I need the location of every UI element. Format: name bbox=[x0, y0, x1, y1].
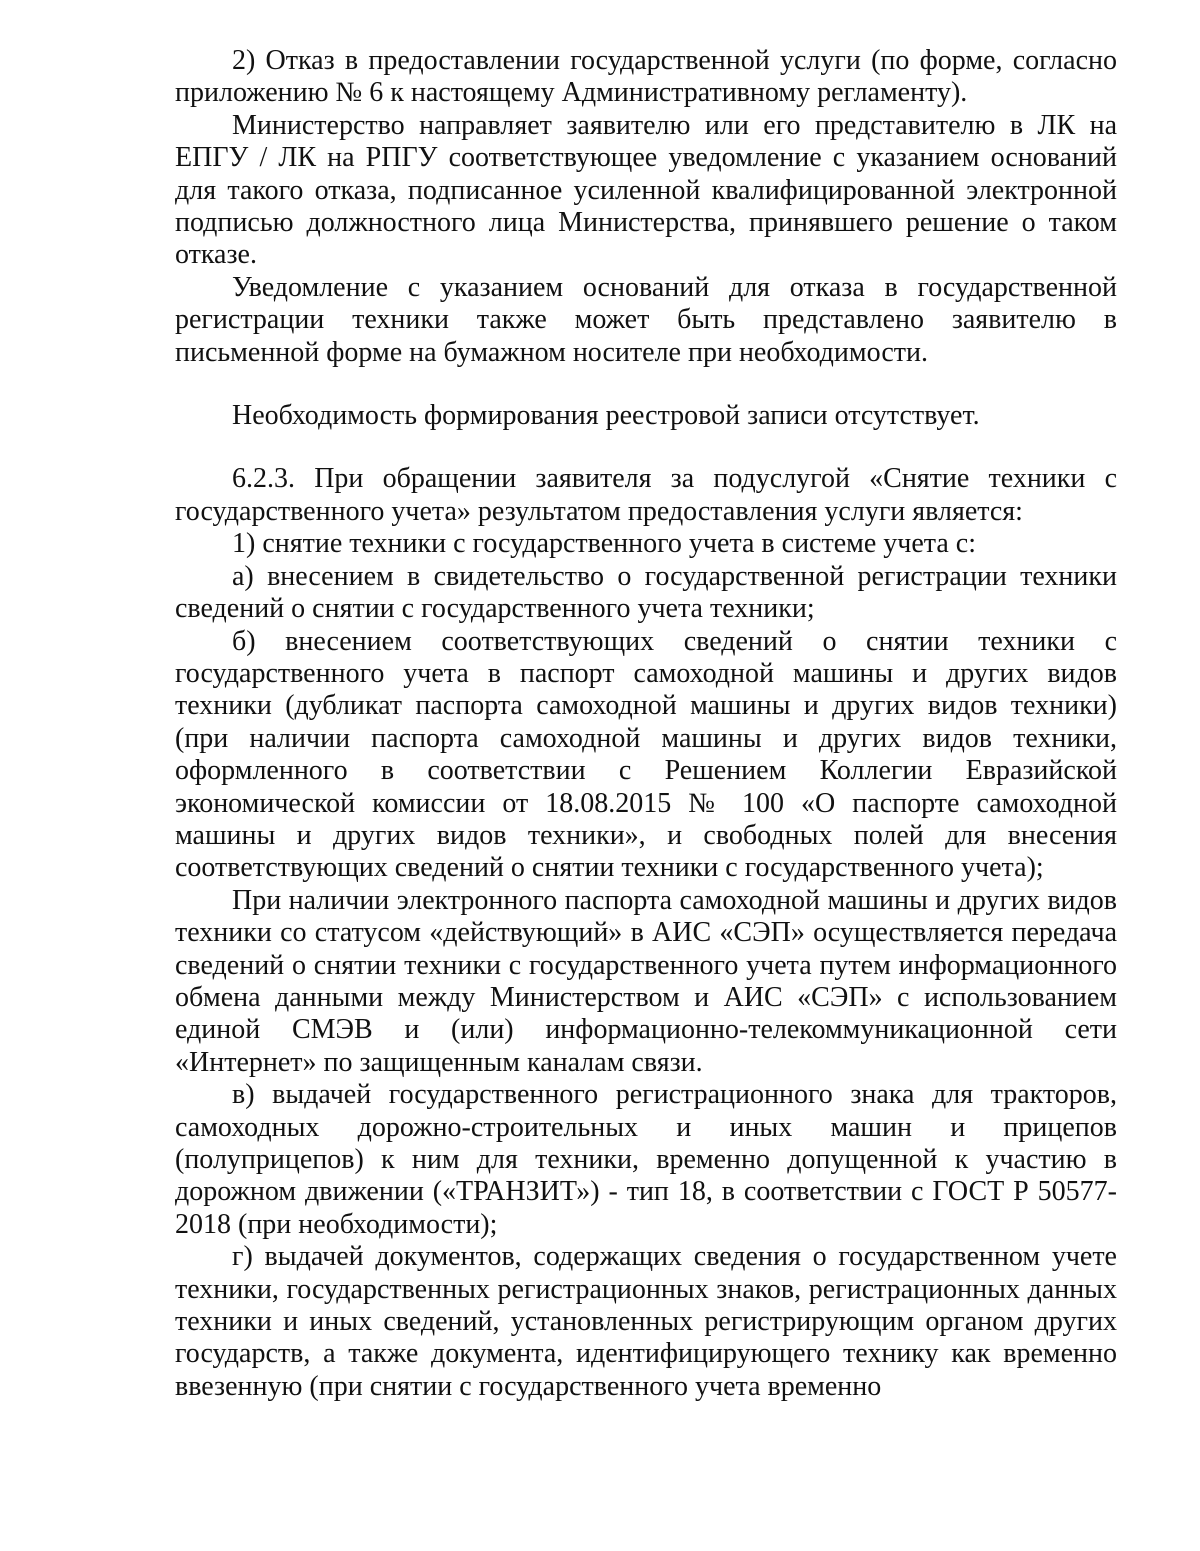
paragraph-electronic-passport: При наличии электронного паспорта самоходной машины и других видов техники со статусом «действующий» в АИС «СЭП» осуществляется передача сведений о снятии техники с государственного учета путем информационного обмена данными между Министерством и АИС «СЭП» с использованием единой СМЭВ и (или) информационно-телекоммуникационной сети «Интернет» по защищенным каналам связи. bbox=[175, 884, 1117, 1078]
paragraph-gap bbox=[175, 369, 1117, 400]
paragraph-item-1: 1) снятие техники с государственного учета в системе учета с: bbox=[232, 528, 977, 560]
document-page bbox=[175, 45, 1117, 1403]
paragraph-item-g: г) выдачей документов, содержащих сведения о государственном учете техники, государственных регистрационных знаков, регистрационных данных техники и иных сведений, установленных регистрирующим органом других государств, а также документа, идентифицирующего технику как временно ввезенную (при снятии с государственного учета временно bbox=[175, 1241, 1117, 1402]
paragraph-refusal: 2) Отказ в предоставлении государственной услуги (по форме, согласно приложению № 6 к настоящему Административному регламенту). bbox=[175, 45, 1117, 109]
paragraph-6-2-3: 6.2.3. При обращении заявителя за подуслугой «Снятие техники с государственного учета» результатом предоставления услуги является: bbox=[175, 463, 1117, 527]
paragraph-item-v: в) выдачей государственного регистрационного знака для тракторов, самоходных дорожно-строительных и иных машин и прицепов (полуприцепов) к ним для техники, временно допущенной к участию в дорожном движении («ТРАНЗИТ») - тип 18, в соответствии с ГОСТ Р 50577-2018 (при необходимости); bbox=[175, 1079, 1117, 1240]
paragraph-item-b: б) внесением соответствующих сведений о снятии техники с государственного учета в паспорт самоходной машины и других видов техники (дубликат паспорта самоходной машины и других видов техники) (при наличии паспорта самоходной машины и других видов техники, оформленного в соответствии с Решением Коллегии Евразийской экономической комиссии от 18.08.2015 № 100 «О паспорте самоходной машины и других видов техники», и свободных полей для внесения соответствующих сведений о снятии техники с государственного учета); bbox=[175, 625, 1117, 884]
paragraph-ministry-notice: Министерство направляет заявителю или его представителю в ЛК на ЕПГУ / ЛК на РПГУ соответствующее уведомление с указанием оснований для такого отказа, подписанное усиленной квалифицированной электронной подписью должностного лица Министерства, принявшего решение о таком отказе. bbox=[175, 109, 1117, 271]
paragraph-paper-notice: Уведомление с указанием оснований для отказа в государственной регистрации техники также может быть представлено заявителю в письменной форме на бумажном носителе при необходимости. bbox=[175, 271, 1117, 368]
paragraph-gap bbox=[175, 432, 1117, 463]
paragraph-registry-record: Необходимость формирования реестровой записи отсутствует. bbox=[232, 400, 980, 432]
paragraph-item-a: а) внесением в свидетельство о государственной регистрации техники сведений о снятии с государственного учета техники; bbox=[175, 560, 1117, 625]
